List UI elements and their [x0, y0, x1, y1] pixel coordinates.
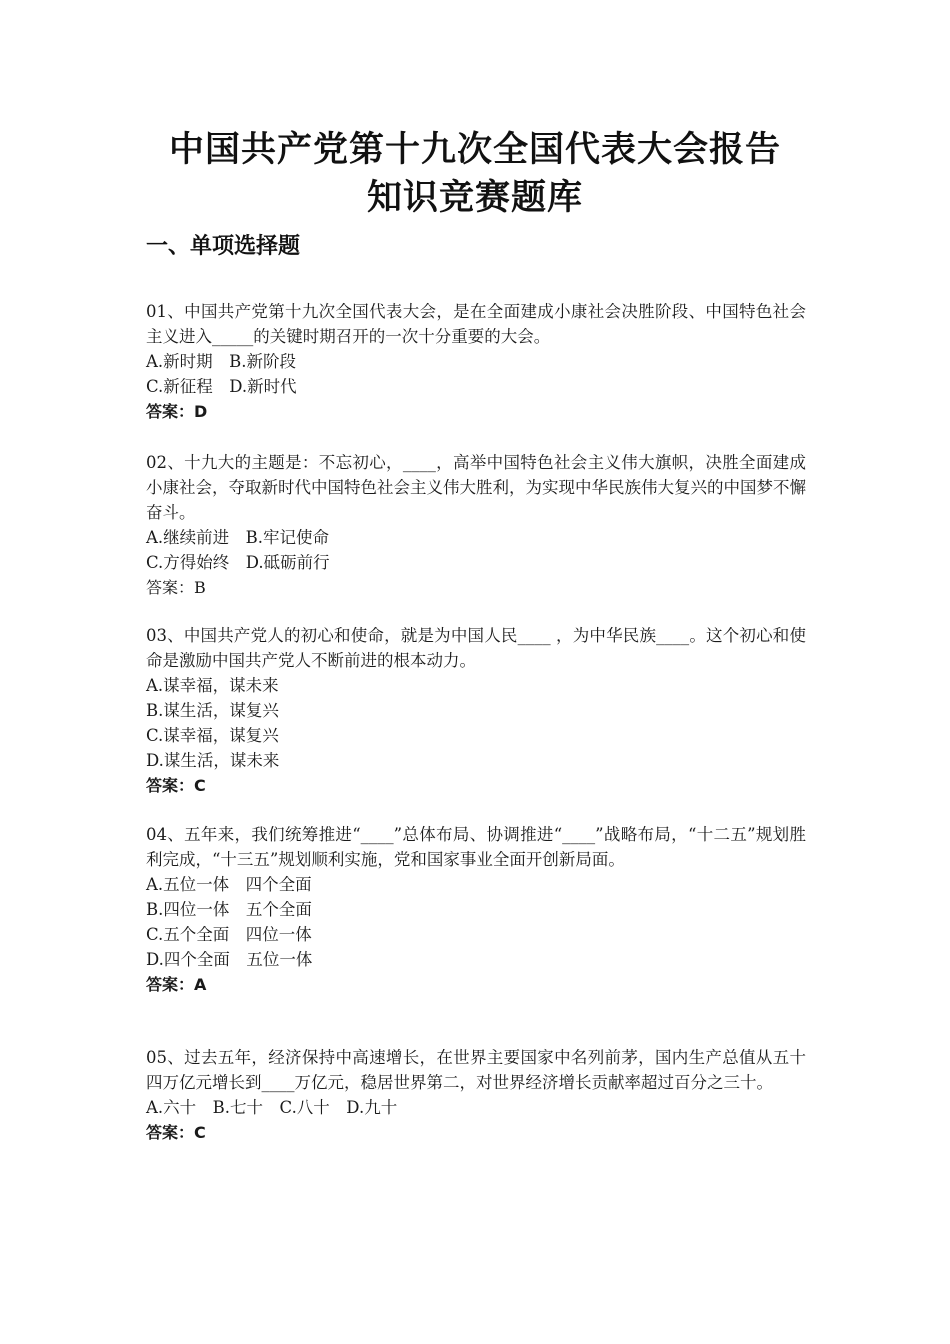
question-answer: 答案：C	[146, 1123, 206, 1142]
question-3	[146, 623, 806, 798]
question-option: D.谋生活，谋未来	[146, 751, 280, 770]
question-5	[146, 1045, 806, 1145]
question-answer: 答案：D	[146, 402, 208, 421]
question-option: A.新时期 B.新阶段	[146, 352, 297, 371]
question-option: D.四个全面 五位一体	[146, 950, 313, 969]
question-option: A.六十 B.七十 C.八十 D.九十	[146, 1098, 398, 1117]
document-title-line1: 中国共产党第十九次全国代表大会报告	[168, 129, 781, 170]
question-option: B.谋生活，谋复兴	[146, 701, 279, 720]
question-stem: 05、过去五年，经济保持中高速增长，在世界主要国家中名列前茅，国内生产总值从五十四万亿元增长到____万亿元，稳居世界第二，对世界经济增长贡献率超过百分之三十。	[146, 1048, 806, 1092]
question-option: C.新征程 D.新时代	[146, 377, 297, 396]
question-option: C.谋幸福，谋复兴	[146, 726, 279, 745]
question-stem: 04、五年来，我们统筹推进“____”总体布局、协调推进“____”战略布局，“十二五”规划胜利完成，“十三五”规划顺利实施，党和国家事业全面开创新局面。	[146, 825, 806, 869]
question-answer: 答案：A	[146, 975, 207, 994]
question-option: B.四位一体 五个全面	[146, 900, 312, 919]
question-stem: 02、十九大的主题是：不忘初心，____，高举中国特色社会主义伟大旗帜，决胜全面建成小康社会，夺取新时代中国特色社会主义伟大胜利，为实现中华民族伟大复兴的中国梦不懈奋斗。	[146, 453, 806, 522]
question-stem: 03、中国共产党人的初心和使命，就是为中国人民____ ，为中华民族____。这个初心和使命是激励中国共产党人不断前进的根本动力。	[146, 626, 806, 670]
question-1	[146, 299, 806, 424]
question-stem: 01、中国共产党第十九次全国代表大会，是在全面建成小康社会决胜阶段、中国特色社会主义进入_____的关键时期召开的一次十分重要的大会。	[146, 302, 806, 346]
question-answer: 答案：C	[146, 776, 206, 795]
question-option: A.继续前进 B.牢记使命	[146, 528, 330, 547]
question-option: A.谋幸福，谋未来	[146, 676, 279, 695]
question-4	[146, 822, 806, 997]
question-option: A.五位一体 四个全面	[146, 875, 312, 894]
question-2	[146, 450, 806, 600]
question-option: C.方得始终 D.砥砺前行	[146, 553, 330, 572]
question-option: C.五个全面 四位一体	[146, 925, 312, 944]
question-answer: 答案：B	[146, 578, 206, 597]
document-title-line2: 知识竞赛题库	[366, 177, 583, 218]
section-heading: 一、单项选择题	[146, 234, 301, 259]
